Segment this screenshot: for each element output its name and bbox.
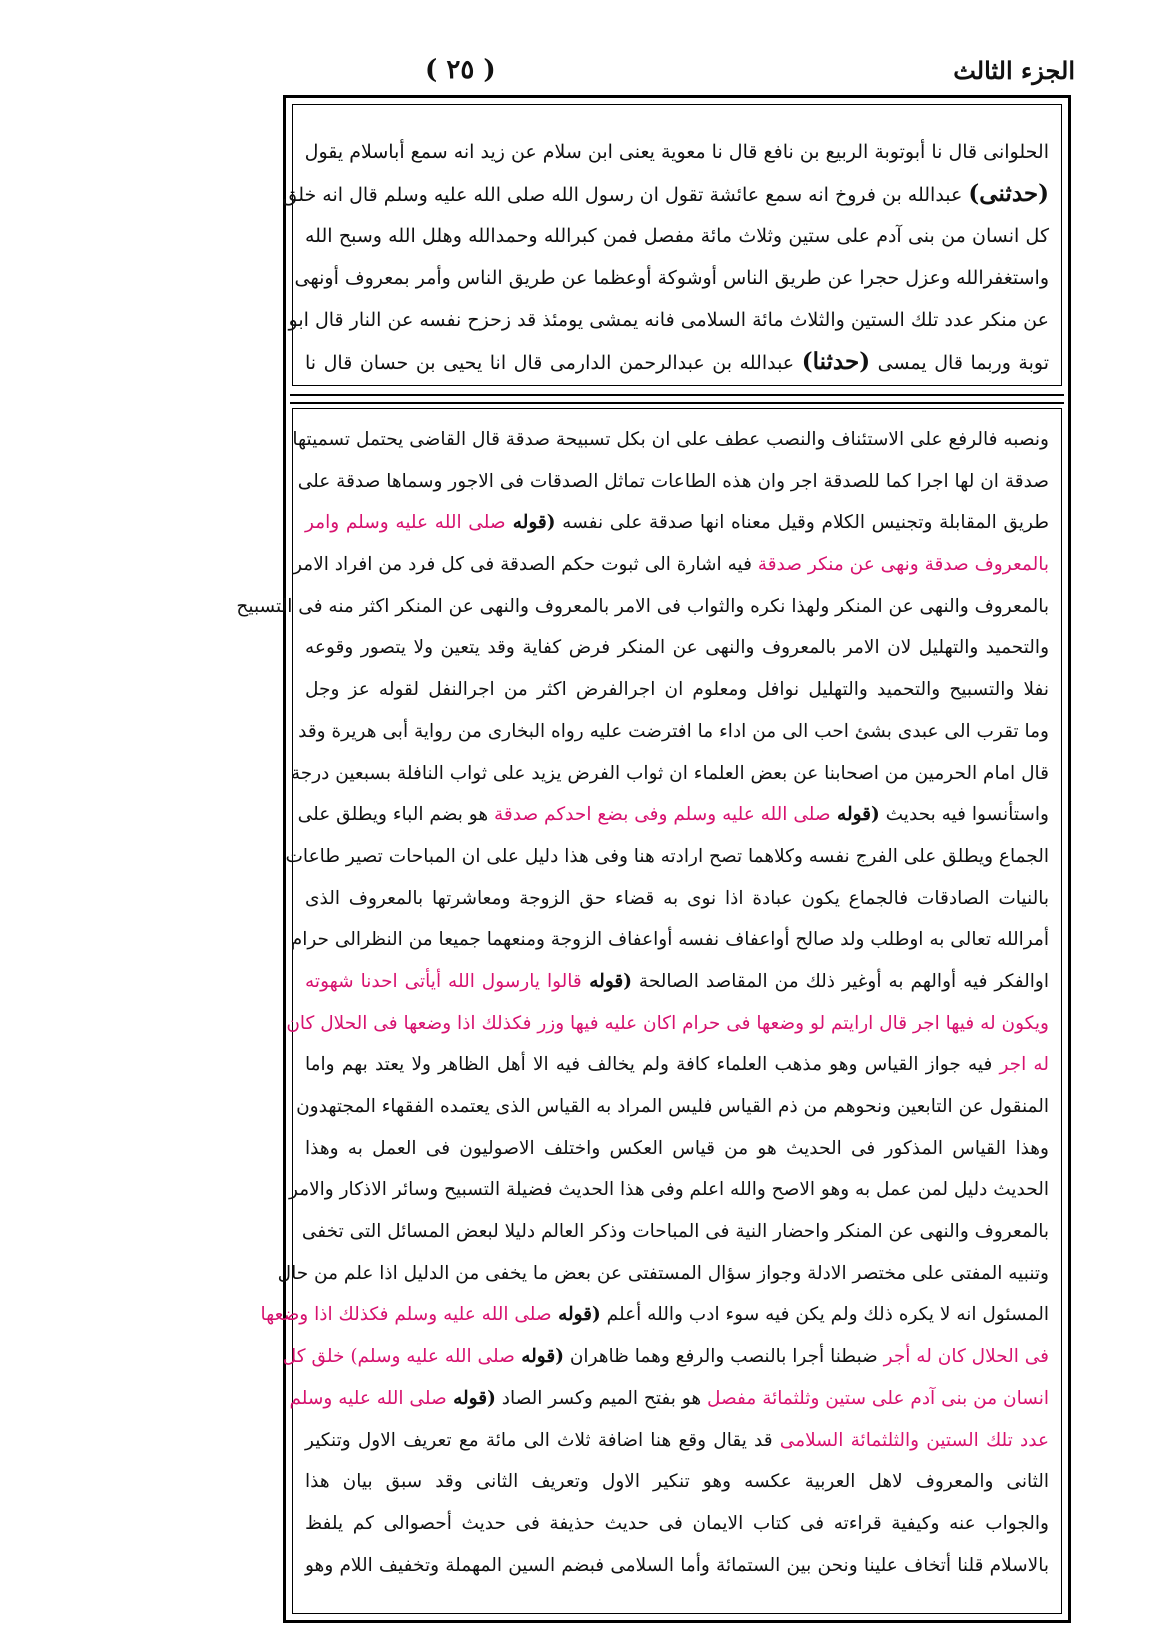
text-line (305, 341, 1049, 383)
hadith-text-block (282, 104, 1062, 386)
text-line (305, 1461, 1049, 1503)
text-segment: وتنبيه المفتى على مختصر الادلة وجواز سؤال المستفتى عن بعض ما يخفى من الدليل اذا علم من حال (277, 1262, 1049, 1284)
isnad-marker: (حدثنى) (968, 180, 1049, 207)
text-segment: (قوله (505, 512, 556, 534)
text-line (305, 502, 1049, 544)
text-line (297, 461, 1049, 503)
text-segment: اوالفكر فيه أوالهم به أوغير ذلك من المقاصد الصالحة (631, 970, 1049, 992)
text-segment: هو بفتح الميم وكسر الصاد (495, 1387, 707, 1409)
page-header (285, 50, 1075, 90)
text-segment: الحديث دليل لمن عمل به وهو الاصح والله اعلم وفى هذا الحديث فضيلة التسبيح وسائر الاذكار والامر (289, 1179, 1049, 1201)
quoted-matn: صلى الله عليه وسلم وامر (305, 512, 506, 534)
text-line (290, 919, 1049, 961)
quoted-matn: صلى الله عليه وسلم وفى بضع احدكم صدقة (493, 804, 831, 826)
text-segment: المسئول انه لا يكره ذلك ولم يكن فيه سوء ادب والله أعلم (600, 1304, 1049, 1326)
text-segment: نفلا والتسبيح والتحميد والتهليل نوافل ومعلوم ان اجرالفرض اكثر من اجرالنفل لقوله عز وجل (305, 679, 1049, 701)
text-line (297, 794, 1049, 836)
text-line (282, 173, 1049, 215)
text-line (296, 1086, 1049, 1128)
text-line (289, 1169, 1049, 1211)
text-line (292, 419, 1049, 461)
text-line (285, 836, 1049, 878)
text-line (282, 1336, 1049, 1378)
page-frame (236, 95, 1071, 1623)
section-divider (290, 394, 1064, 404)
text-line (305, 1044, 1049, 1086)
quoted-matn: ويكون له فيها اجر قال ارايتم لو وضعها فى حرام اكان عليه فيها وزر فكذلك اذا وضعها فى الحلال كان (286, 1012, 1049, 1034)
text-segment: (قوله (551, 1304, 601, 1326)
text-line (286, 1003, 1049, 1045)
isnad-marker: (حدثنا) (801, 348, 871, 375)
text-line (236, 586, 1049, 628)
text-segment: المنقول عن التابعين ونحوهم من ذم القياس فليس المراد به القياس الذى يعتمده الفقهاء المجتهدون (296, 1096, 1049, 1117)
text-segment: (قوله (514, 1346, 564, 1368)
quoted-matn: انسان من بنى آدم على ستين وثلثمائة مفصل (707, 1387, 1049, 1409)
text-segment: الثانى والمعروف لاهل العربية عكسه وهو تنكير الاول وتعريف الثانى وقد سبق بيان هذا (305, 1471, 1049, 1493)
text-segment: قال امام الحرمين من اصحابنا عن بعض العلماء ان ثواب الفرض يزيد على ثواب النافلة بسبعين درجة (290, 762, 1049, 784)
text-segment: بالمعروف والنهى عن المنكر واحضار النية فى المباحات وذكر العالم دليلا لبعض المسائل التى تخفى (301, 1221, 1049, 1243)
part-title: الجزء الثالث (953, 55, 1075, 85)
quoted-matn: صلى الله عليه وسلم) خلق كل (282, 1346, 515, 1368)
text-line (305, 878, 1049, 920)
text-line (298, 711, 1049, 753)
text-segment: صدقة ان لها اجرا كما للصدقة اجر وان هذه الطاعات تماثل الصدقات فى الاجور وسماها صدقة على (297, 470, 1049, 492)
text-segment: أمرالله تعالى به اوطلب ولد صالح أواعفاف نفسه أواعفاف الزوجة ومنعهما جميعا من النظرالى حرام (290, 929, 1049, 951)
text-line (294, 257, 1049, 299)
text-segment: والجواب عنه وكيفية قراءته فى كتاب الايمان فى حديث حذيفة فى حديث أحصوالى كم يلفظ (305, 1512, 1049, 1534)
quoted-matn: قالوا يارسول الله أيأتى احدنا شهوته (305, 970, 582, 992)
text-segment: بالاسلام قلنا أتخاف علينا ونحن بين الستمائة وأما السلامى فبضم السين المهملة وتخفيف اللام وهو (305, 1554, 1049, 1576)
text-line (293, 544, 1049, 586)
text-line (260, 1294, 1049, 1336)
quoted-matn: عدد تلك الستين والثلثمائة السلامى (779, 1429, 1049, 1451)
text-line (301, 1211, 1049, 1253)
page-number: ( ٢٥ ) (425, 55, 496, 85)
text-line (305, 215, 1049, 257)
text-segment: واستأنسوا فيه بحديث (879, 804, 1049, 826)
text-segment: بالنيات الصادقات فالجماع يكون عبادة اذا نوى به قضاء حق الزوجة ومعاشرتها بالمعروف الذى (305, 887, 1049, 909)
quoted-matn: بالمعروف صدقة ونهى عن منكر صدقة (757, 554, 1049, 576)
text-line (305, 1545, 1049, 1587)
text-line (305, 669, 1049, 711)
text-segment: ضبطنا أجرا بالنصب والرفع وهما ظاهران (563, 1346, 884, 1368)
text-segment: قد يقال وقع هنا اضافة ثلاث الى مائة مع تعريف الاول وتنكير (305, 1429, 780, 1451)
text-line (305, 1420, 1049, 1462)
quoted-matn: فى الحلال كان له أجر (883, 1346, 1049, 1368)
text-segment: (قوله (581, 970, 632, 992)
text-segment: (قوله (446, 1387, 496, 1409)
text-line (277, 1253, 1049, 1295)
text-segment: واستغفرالله وعزل حجرا عن طريق الناس أوشوكة أوعظما عن طريق الناس وأمر بمعروف أونهى (294, 267, 1049, 289)
text-segment: وما تقرب الى عبدى بشئ احب الى من اداء ما افترضت عليه رواه البخارى من رواية أبى هريرة وقد (298, 720, 1049, 742)
text-segment: عن منكر عدد تلك الستين والثلاث مائة السلامى فانه يمشى يومئذ قد زحزح نفسه عن النار قال ابو (288, 309, 1049, 331)
text-segment: عبدالله بن فروخ انه سمع عائشة تقول ان رسول الله صلى الله عليه وسلم قال انه خلق (282, 184, 969, 206)
text-segment: فيه جواز القياس وهو مذهب العلماء كافة ولم يخالف فيه الا أهل الظاهر ولا يعتد بهم واما (305, 1054, 1000, 1076)
text-segment: هو بضم الباء ويطلق على (297, 804, 494, 826)
text-segment: توبة وربما قال يمسى (870, 352, 1050, 374)
commentary-lines (236, 419, 1049, 1586)
text-segment: طريق المقابلة وتجنيس الكلام وقيل معناه انها صدقة على نفسه (555, 512, 1049, 534)
hadith-lines (282, 131, 1050, 383)
text-segment: ونصبه فالرفع على الاستئناف والنصب عطف على ان بكل تسبيحة صدقة قال القاضى يحتمل تسميتها (292, 429, 1049, 450)
text-segment: وهذا القياس المذكور فى الحديث هو من قياس العكس واختلف الاصوليون فى العمل به وهذا (305, 1137, 1049, 1159)
text-line (288, 299, 1049, 341)
quoted-matn: صلى الله عليه وسلم (289, 1387, 447, 1409)
text-line (305, 627, 1049, 669)
text-line (289, 1378, 1049, 1420)
quoted-matn: صلى الله عليه وسلم فكذلك اذا وضعها (260, 1304, 552, 1326)
text-line (305, 1128, 1049, 1170)
commentary-text-block (236, 408, 1062, 1614)
text-segment: الحلوانى قال نا أبوتوبة الربيع بن نافع قال نا معوية يعنى ابن سلام عن زيد انه سمع أباسلام يقول (304, 141, 1049, 163)
text-line (305, 961, 1049, 1003)
text-segment: الجماع ويطلق على الفرج نفسه وكلاهما تصح ارادته هنا وفى هذا دليل على ان المباحات تصير طاعات (285, 845, 1049, 867)
text-segment: كل انسان من بنى آدم على ستين وثلاث مائة مفصل فمن كبرالله وحمدالله وهلل الله وسبح الله (305, 225, 1049, 247)
text-segment: فيه اشارة الى ثبوت حكم الصدقة فى كل فرد من افراد الامر (293, 554, 758, 576)
quoted-matn: له اجر (999, 1054, 1049, 1076)
text-line (305, 1503, 1049, 1545)
text-segment: (قوله (830, 804, 880, 826)
text-segment: عبدالله بن عبدالرحمن الدارمى قال انا يحيى بن حسان قال نا (305, 352, 802, 374)
text-line (290, 753, 1049, 795)
text-line (305, 131, 1049, 173)
text-segment: بالمعروف والنهى عن المنكر ولهذا نكره والثواب فى الامر بالمعروف والنهى عن المنكر اكثر منه فى التسبيح (236, 595, 1049, 617)
text-segment: والتحميد والتهليل لان الامر بالمعروف والنهى عن المنكر فرض كفاية وقد يتعين ولا يتصور وقوعه (305, 637, 1049, 659)
